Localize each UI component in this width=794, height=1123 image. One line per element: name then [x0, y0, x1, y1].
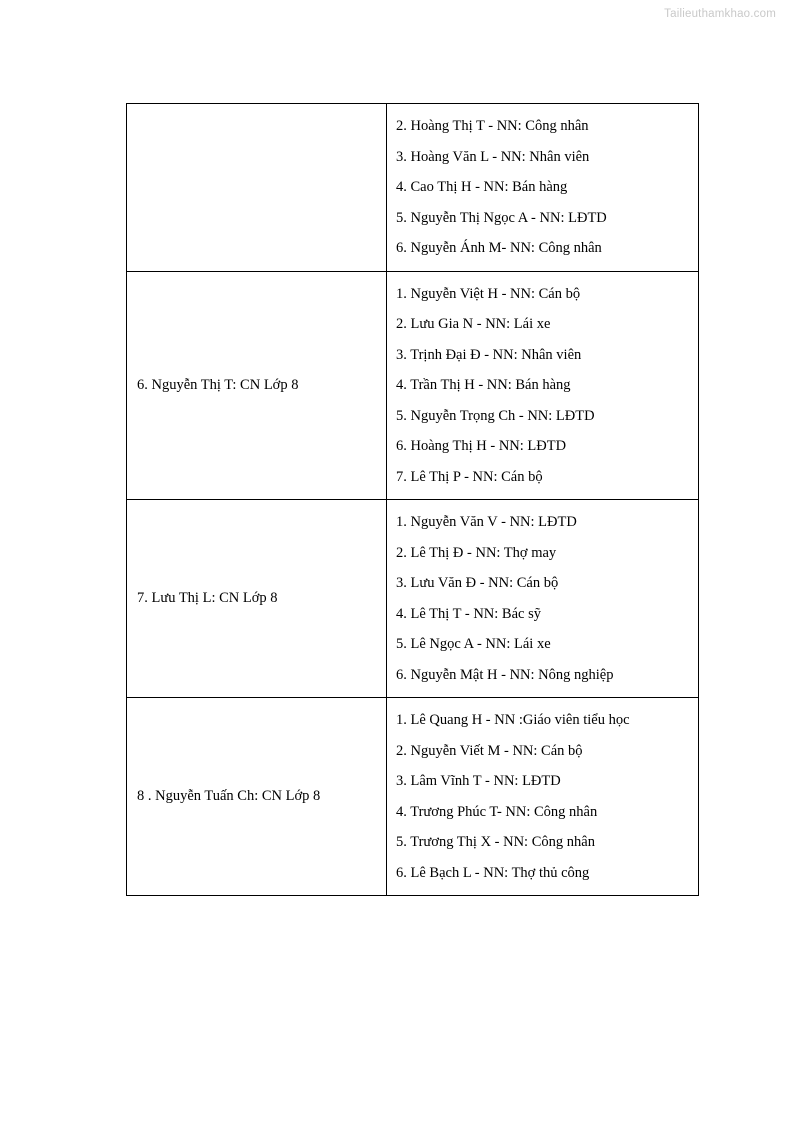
member-list [387, 698, 698, 895]
table-cell-members [387, 104, 699, 272]
table-row [127, 271, 699, 500]
table-cell-members [387, 698, 699, 896]
member-list [387, 104, 698, 271]
list-item: 6. Nguyễn Ánh M- NN: Công nhân [396, 240, 602, 256]
cell-name-text: 6. Nguyễn Thị T: CN Lớp 8 [137, 376, 299, 393]
list-item: 1. Lê Quang H - NN :Giáo viên tiểu học [396, 712, 630, 728]
list-item: 6. Hoàng Thị H - NN: LĐTD [396, 438, 567, 454]
member-list [387, 272, 698, 500]
list-item: 7. Lê Thị P - NN: Cán bộ [396, 468, 543, 485]
list-item: 4. Trần Thị H - NN: Bán hàng [396, 377, 571, 393]
list-item: 5. Lê Ngọc A - NN: Lái xe [396, 636, 551, 652]
list-item: 3. Lâm Vĩnh T - NN: LĐTD [396, 773, 561, 789]
list-item: 6. Nguyễn Mật H - NN: Nông nghiệp [396, 666, 614, 683]
list-item: 2. Lê Thị Đ - NN: Thợ may [396, 544, 557, 561]
watermark: Tailieuthamkhao.com [664, 8, 776, 20]
list-item: 4. Cao Thị H - NN: Bán hàng [396, 179, 568, 195]
list-item: 4. Lê Thị T - NN: Bác sỹ [396, 605, 541, 622]
table-row [127, 698, 699, 896]
list-item: 2. Lưu Gia N - NN: Lái xe [396, 316, 551, 332]
table-cell-name [127, 500, 387, 698]
list-item: 5. Nguyễn Trọng Ch - NN: LĐTD [396, 407, 595, 424]
list-item: 6. Lê Bạch L - NN: Thợ thủ công [396, 864, 590, 881]
list-item: 5. Trương Thị X - NN: Công nhân [396, 834, 595, 850]
list-item: 2. Nguyễn Viết M - NN: Cán bộ [396, 742, 583, 759]
table-cell-name [127, 104, 387, 272]
table-cell-name [127, 698, 387, 896]
list-item: 1. Nguyễn Văn V - NN: LĐTD [396, 514, 577, 530]
cell-name-text: 8 . Nguyễn Tuấn Ch: CN Lớp 8 [137, 787, 321, 804]
list-item: 3. Hoàng Văn L - NN: Nhân viên [396, 148, 590, 165]
member-list [387, 500, 698, 697]
cell-name-text: 7. Lưu Thị L: CN Lớp 8 [137, 589, 278, 606]
list-item: 3. Trịnh Đại Đ - NN: Nhân viên [396, 346, 582, 363]
list-item: 4. Trương Phúc T- NN: Công nhân [396, 803, 598, 820]
list-item: 1. Nguyễn Việt H - NN: Cán bộ [396, 285, 581, 302]
table-row [127, 500, 699, 698]
list-item: 2. Hoàng Thị T - NN: Công nhân [396, 118, 589, 134]
table-cell-members [387, 500, 699, 698]
table-cell-members [387, 271, 699, 500]
table-cell-name [127, 271, 387, 500]
table-row [127, 104, 699, 272]
list-item: 5. Nguyễn Thị Ngọc A - NN: LĐTD [396, 209, 607, 226]
cell-name-text [127, 181, 386, 193]
student-family-table [126, 103, 699, 896]
list-item: 3. Lưu Văn Đ - NN: Cán bộ [396, 575, 559, 591]
